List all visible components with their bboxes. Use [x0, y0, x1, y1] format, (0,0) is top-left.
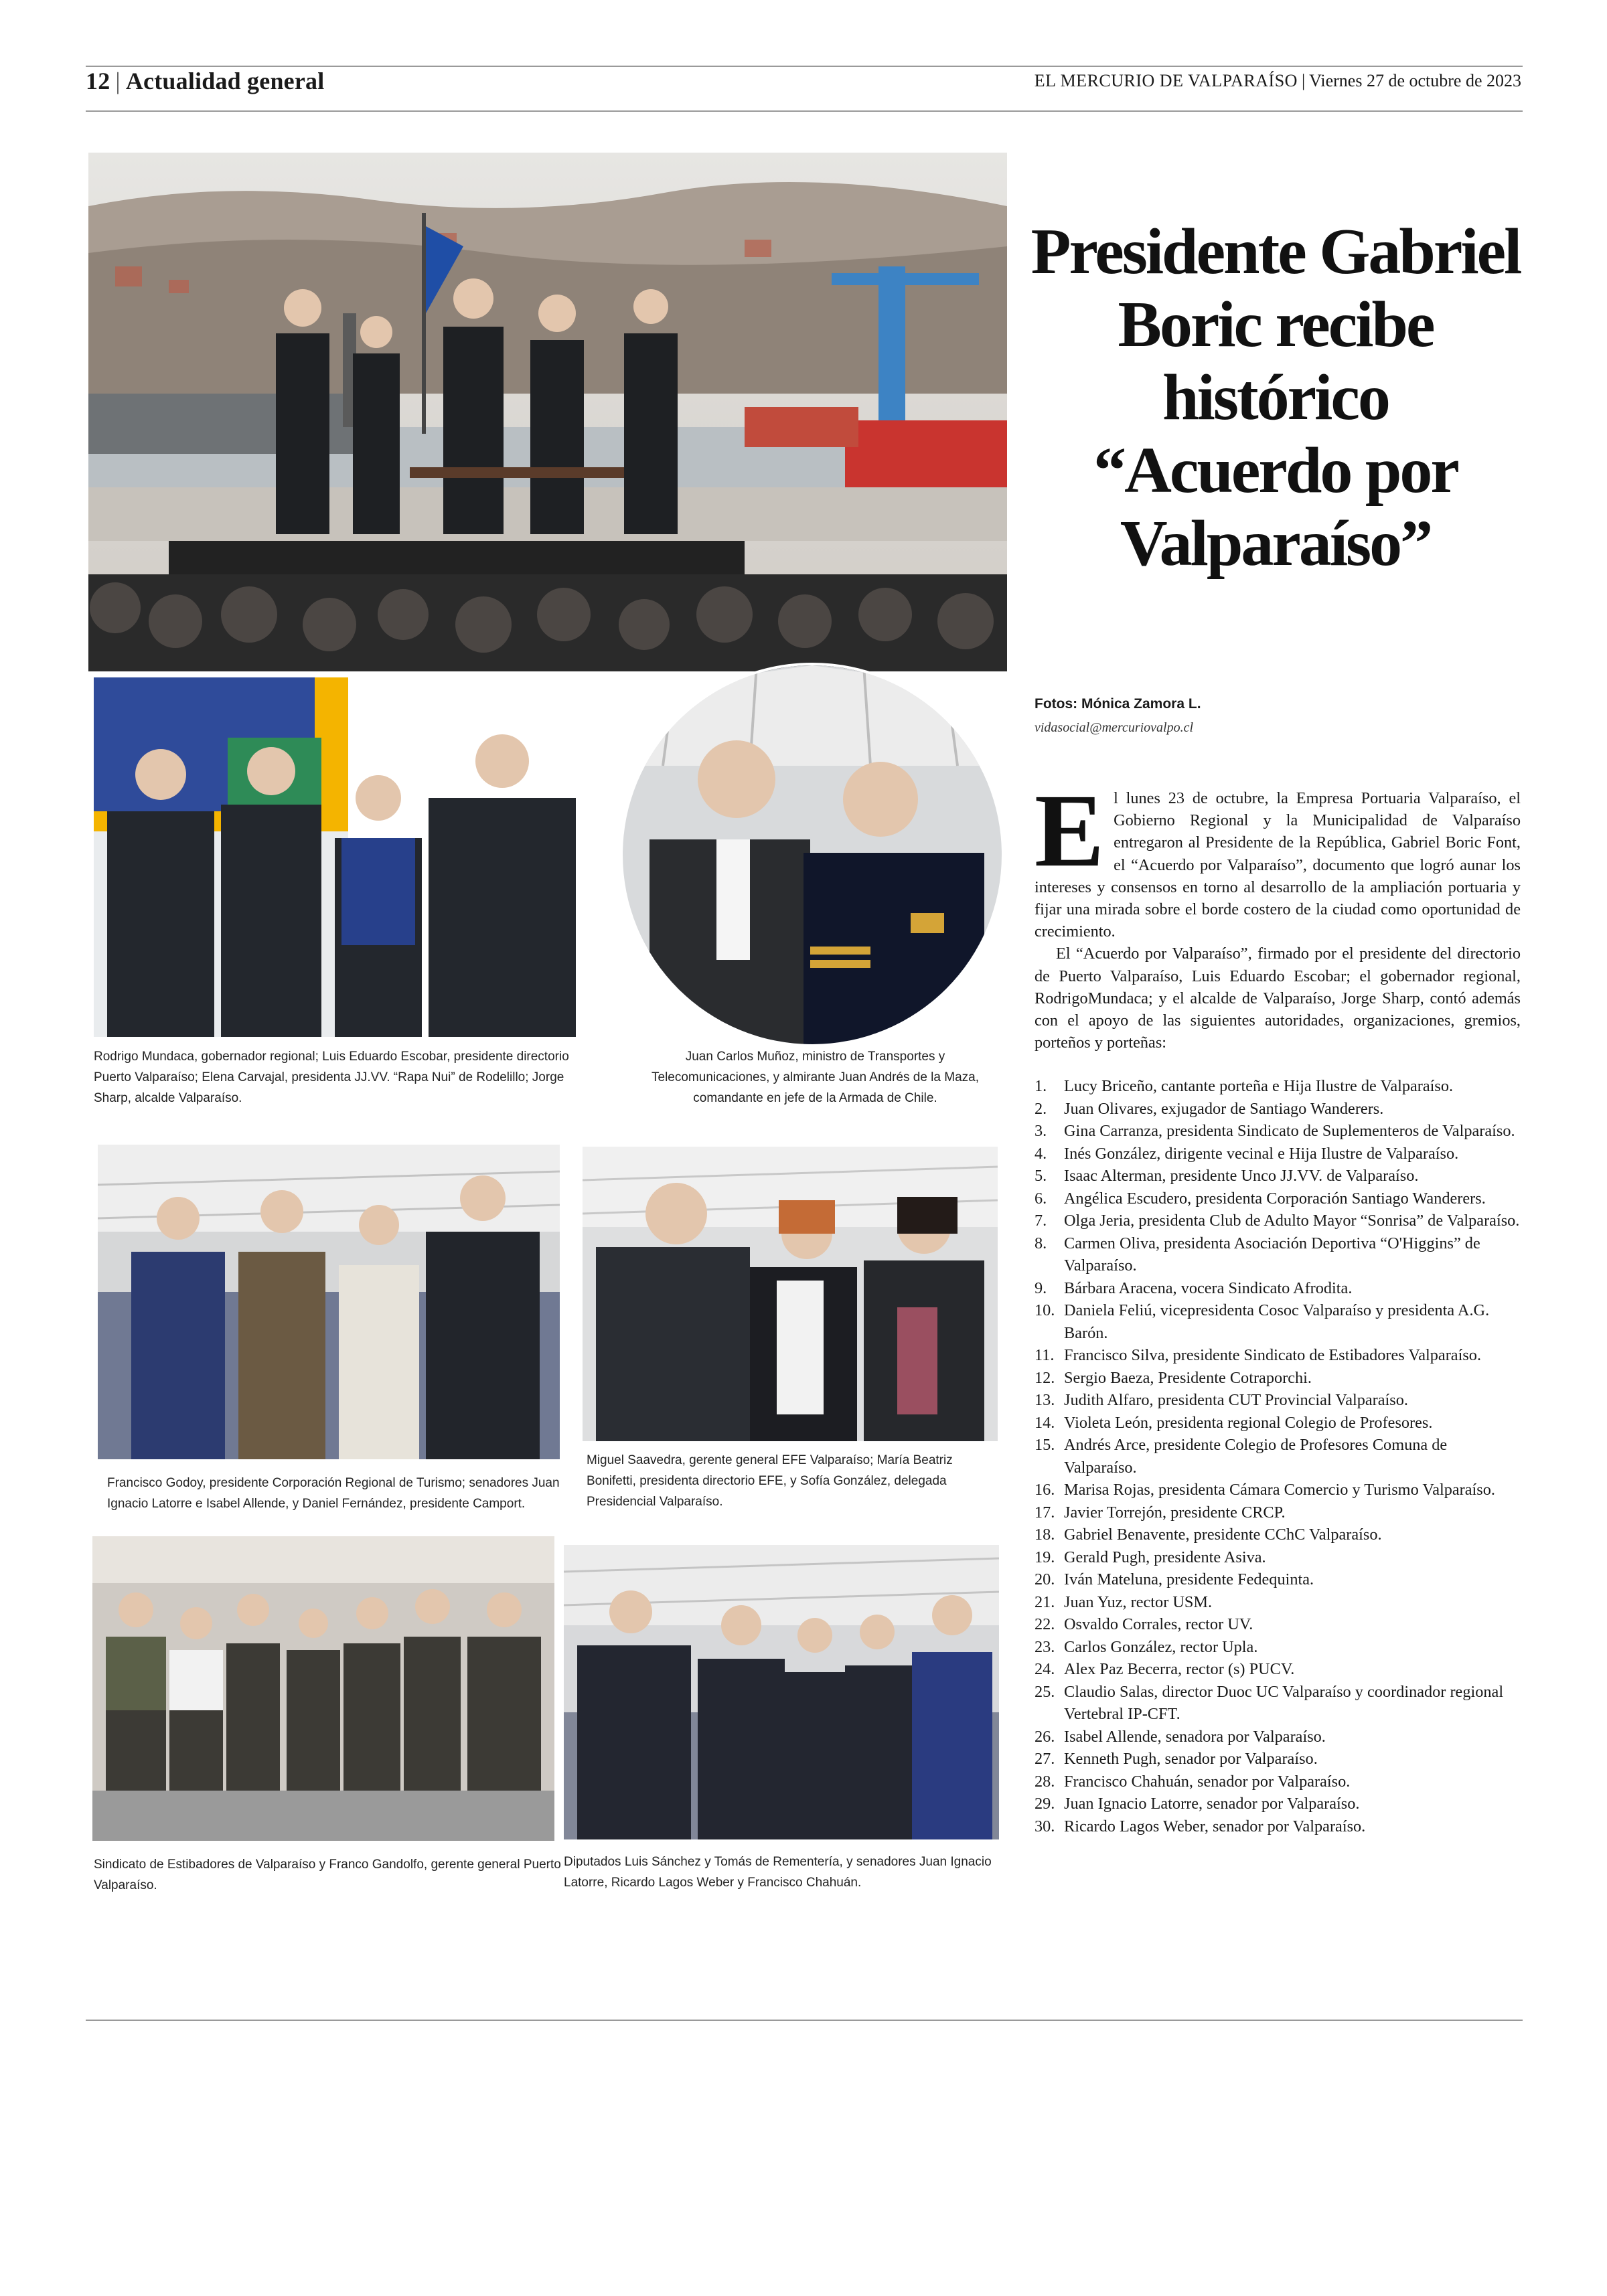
- supporter-item: [1035, 1546, 1521, 1569]
- supporter-item: [1035, 1120, 1521, 1143]
- supporter-text: Daniela Feliú, vicepresidenta Cosoc Valparaíso y presidenta A.G. Barón.: [1064, 1301, 1490, 1342]
- supporter-number: 5.: [1035, 1167, 1047, 1185]
- headline-line-5: Valparaíso”: [1120, 507, 1432, 580]
- supporter-text: Carlos González, rector Upla.: [1064, 1637, 1258, 1656]
- supporter-item: [1035, 1501, 1521, 1524]
- caption-photo-sindicato: Sindicato de Estibadores de Valparaíso y Franco Gandolfo, gerente general Puerto Valparaíso.: [94, 1858, 561, 1892]
- supporter-text: Gerald Pugh, presidente Asiva.: [1064, 1548, 1266, 1566]
- supporter-number: 24.: [1035, 1660, 1055, 1678]
- supporter-number: 25.: [1035, 1682, 1055, 1701]
- supporter-number: 17.: [1035, 1503, 1055, 1522]
- supporter-text: Iván Mateluna, presidente Fedequinta.: [1064, 1570, 1314, 1588]
- publication-name: EL MERCURIO DE VALPARAÍSO: [1034, 71, 1298, 90]
- supporter-text: Francisco Silva, presidente Sindicato de Estibadores Valparaíso.: [1064, 1346, 1482, 1364]
- supporter-item: [1035, 1771, 1521, 1793]
- photo-sindicato-estibadores: [92, 1536, 554, 1841]
- supporter-item: [1035, 1434, 1521, 1479]
- caption-photo-diputados: Diputados Luis Sánchez y Tomás de Rementería, y senadores Juan Ignacio Latorre, Ricardo Lagos Weber y Francisco Chahuán.: [564, 1855, 992, 1890]
- photo-godoy-latorre-allende: [98, 1145, 560, 1459]
- supporter-number: 19.: [1035, 1548, 1055, 1566]
- footer-rule: [86, 2020, 1523, 2021]
- page-number: 12: [86, 68, 110, 94]
- supporter-text: Olga Jeria, presidenta Club de Adulto Mayor “Sonrisa” de Valparaíso.: [1064, 1212, 1520, 1230]
- supporter-text: Javier Torrejón, presidente CRCP.: [1064, 1503, 1286, 1522]
- photo-credit-label: Fotos:: [1035, 696, 1078, 712]
- supporter-text: Osvaldo Corrales, rector UV.: [1064, 1615, 1253, 1633]
- supporter-number: 29.: [1035, 1795, 1055, 1813]
- supporter-item: [1035, 1636, 1521, 1659]
- supporter-number: 7.: [1035, 1212, 1047, 1230]
- supporter-number: 2.: [1035, 1099, 1047, 1118]
- supporter-text: Claudio Salas, director Duoc UC Valparaíso y coordinador regional Vertebral IP-CFT.: [1064, 1682, 1504, 1723]
- supporter-text: Angélica Escudero, presidenta Corporación Santiago Wanderers.: [1064, 1189, 1486, 1208]
- header-bottom-rule: [86, 110, 1523, 112]
- supporter-item: [1035, 1568, 1521, 1591]
- supporter-item: [1035, 1389, 1521, 1412]
- headline: [1024, 216, 1527, 580]
- supporter-number: 8.: [1035, 1234, 1047, 1252]
- headline-line-4: “Acuerdo por: [1093, 434, 1458, 507]
- supporter-item: [1035, 1658, 1521, 1681]
- supporter-number: 27.: [1035, 1750, 1055, 1768]
- supporter-item: [1035, 1815, 1521, 1838]
- supporter-item: [1035, 1793, 1521, 1815]
- supporter-item: [1035, 1479, 1521, 1501]
- section-name: Actualidad general: [125, 68, 325, 94]
- supporter-item: [1035, 1098, 1521, 1121]
- drop-cap: E: [1035, 772, 1105, 888]
- header-section: [86, 67, 324, 95]
- supporter-item: [1035, 1524, 1521, 1546]
- supporter-number: 13.: [1035, 1391, 1055, 1409]
- supporter-item: [1035, 1367, 1521, 1390]
- supporter-number: 26.: [1035, 1727, 1055, 1746]
- supporter-number: 14.: [1035, 1413, 1055, 1432]
- supporter-text: Sergio Baeza, Presidente Cotraporchi.: [1064, 1368, 1312, 1387]
- header-publication: EL MERCURIO DE VALPARAÍSO | Viernes 27 de octubre de 2023: [1034, 71, 1521, 90]
- supporter-number: 22.: [1035, 1615, 1055, 1633]
- supporter-text: Ricardo Lagos Weber, senador por Valparaíso.: [1064, 1817, 1366, 1835]
- supporter-text: Gina Carranza, presidenta Sindicato de Suplementeros de Valparaíso.: [1064, 1122, 1515, 1140]
- supporter-item: [1035, 1187, 1521, 1210]
- supporter-text: Juan Ignacio Latorre, senador por Valparaíso.: [1064, 1795, 1360, 1813]
- headline-line-1: Presidente Gabriel: [1030, 216, 1521, 288]
- supporter-text: Carmen Oliva, presidenta Asociación Deportiva “O'Higgins” de Valparaíso.: [1064, 1234, 1480, 1275]
- photo-diputados-senadores: [564, 1545, 999, 1839]
- supporter-item: [1035, 1075, 1521, 1098]
- contact-email[interactable]: vidasocial@mercuriovalpo.cl: [1035, 720, 1194, 735]
- supporter-text: Inés González, dirigente vecinal e Hija Ilustre de Valparaíso.: [1064, 1144, 1459, 1163]
- headline-line-2: Boric recibe: [1118, 289, 1434, 361]
- supporters-list: [1035, 1075, 1521, 1837]
- supporter-text: Lucy Briceño, cantante porteña e Hija Ilustre de Valparaíso.: [1064, 1077, 1454, 1095]
- supporter-number: 15.: [1035, 1436, 1055, 1454]
- supporter-number: 11.: [1035, 1346, 1055, 1364]
- supporter-item: [1035, 1210, 1521, 1232]
- caption-photo-godoy: Francisco Godoy, presidente Corporación Regional de Turismo; senadores Juan Ignacio Latorre e Isabel Allende, y Daniel Fernández, presidente Camport.: [107, 1476, 560, 1511]
- supporter-item: [1035, 1232, 1521, 1277]
- supporter-number: 16.: [1035, 1481, 1055, 1499]
- supporter-text: Andrés Arce, presidente Colegio de Profesores Comuna de Valparaíso.: [1064, 1436, 1448, 1477]
- supporter-text: Violeta León, presidenta regional Colegio de Profesores.: [1064, 1413, 1433, 1432]
- supporter-number: 21.: [1035, 1592, 1055, 1611]
- supporter-number: 9.: [1035, 1279, 1047, 1297]
- photo-credit: [1035, 696, 1201, 712]
- issue-date: Viernes 27 de octubre de 2023: [1309, 71, 1521, 90]
- supporter-item: [1035, 1412, 1521, 1434]
- supporter-number: 30.: [1035, 1817, 1055, 1835]
- supporter-item: [1035, 1613, 1521, 1636]
- caption-photo-mundaca-escobar: Rodrigo Mundaca, gobernador regional; Luis Eduardo Escobar, presidente directorio Puerto Valparaíso; Elena Carvajal, presidenta JJ.VV. “Rapa Nui” de Rodelillo; Jorge Sharp, alcalde Valparaíso.: [94, 1050, 569, 1105]
- supporter-number: 6.: [1035, 1189, 1047, 1208]
- supporter-number: 18.: [1035, 1526, 1055, 1544]
- supporter-number: 28.: [1035, 1772, 1055, 1791]
- supporter-item: [1035, 1591, 1521, 1614]
- supporter-text: Marisa Rojas, presidenta Cámara Comercio y Turismo Valparaíso.: [1064, 1481, 1495, 1499]
- header-separator: |: [115, 68, 121, 94]
- photo-mundaca-escobar: [94, 677, 598, 1037]
- supporter-text: Isabel Allende, senadora por Valparaíso.: [1064, 1727, 1326, 1746]
- supporter-text: Judith Alfaro, presidenta CUT Provincial Valparaíso.: [1064, 1391, 1408, 1409]
- photo-credit-name: Mónica Zamora L.: [1081, 696, 1201, 712]
- article-paragraph-1: El lunes 23 de octubre, la Empresa Portuaria Valparaíso, el Gobierno Regional y la Municipalidad de Valparaíso entregaron al Presidente de la República, Gabriel Boric Font, el “Acuerdo por Valparaíso”, documento que logró aunar los intereses y consensos en torno al desarrollo de la ampliación portuaria y fijar una mirada sobre el borde costero de la ciudad como oportunidad de crecimiento.: [1035, 772, 1521, 941]
- supporter-item: [1035, 1143, 1521, 1165]
- supporter-text: Gabriel Benavente, presidente CChC Valparaíso.: [1064, 1526, 1382, 1544]
- caption-photo-saavedra: Miguel Saavedra, gerente general EFE Valparaíso; María Beatriz Bonifetti, presidenta directorio EFE, y Sofía González, delegada Presidencial Valparaíso.: [587, 1453, 953, 1509]
- article-paragraph-2: El “Acuerdo por Valparaíso”, firmado por el presidente del directorio de Puerto Valparaíso, Luis Eduardo Escobar; el gobernador regional, RodrigoMundaca; y el alcalde de Valparaíso, Jorge Sharp, contó además con el apoyo de las siguientes autoridades, organizaciones, gremios, porteños y porteñas:: [1035, 945, 1521, 1052]
- supporter-text: Juan Yuz, rector USM.: [1064, 1592, 1213, 1611]
- supporter-number: 23.: [1035, 1637, 1055, 1656]
- supporter-text: Alex Paz Becerra, rector (s) PUCV.: [1064, 1660, 1295, 1678]
- supporter-number: 20.: [1035, 1570, 1055, 1588]
- supporter-item: [1035, 1299, 1521, 1344]
- supporter-text: Isaac Alterman, presidente Unco JJ.VV. de Valparaíso.: [1064, 1167, 1419, 1185]
- supporter-text: Kenneth Pugh, senador por Valparaíso.: [1064, 1750, 1318, 1768]
- supporter-number: 1.: [1035, 1077, 1047, 1095]
- supporter-text: Francisco Chahuán, senador por Valparaíso.: [1064, 1772, 1351, 1791]
- supporter-item: [1035, 1726, 1521, 1748]
- supporter-item: [1035, 1344, 1521, 1367]
- supporter-item: [1035, 1165, 1521, 1187]
- supporter-number: 3.: [1035, 1122, 1047, 1140]
- supporter-item: [1035, 1681, 1521, 1726]
- caption-photo-munoz-maza: Juan Carlos Muñoz, ministro de Transportes y Telecomunicaciones, y almirante Juan Andrés de la Maza, comandante en jefe de la Armada de Chile.: [652, 1050, 979, 1105]
- supporter-item: [1035, 1277, 1521, 1300]
- photo-munoz-maza-circle: [620, 663, 1004, 1047]
- supporter-number: 4.: [1035, 1144, 1047, 1163]
- supporter-number: 10.: [1035, 1301, 1055, 1319]
- article-body: [1035, 772, 1521, 1054]
- photo-saavedra-bonifetti-gonzalez: [583, 1147, 998, 1441]
- supporter-text: Bárbara Aracena, vocera Sindicato Afrodita.: [1064, 1279, 1353, 1297]
- headline-line-3: histórico: [1162, 361, 1389, 434]
- supporter-text: Juan Olivares, exjugador de Santiago Wanderers.: [1064, 1099, 1384, 1118]
- main-photo-stage: [88, 153, 1007, 671]
- supporter-number: 12.: [1035, 1368, 1055, 1387]
- supporter-item: [1035, 1748, 1521, 1771]
